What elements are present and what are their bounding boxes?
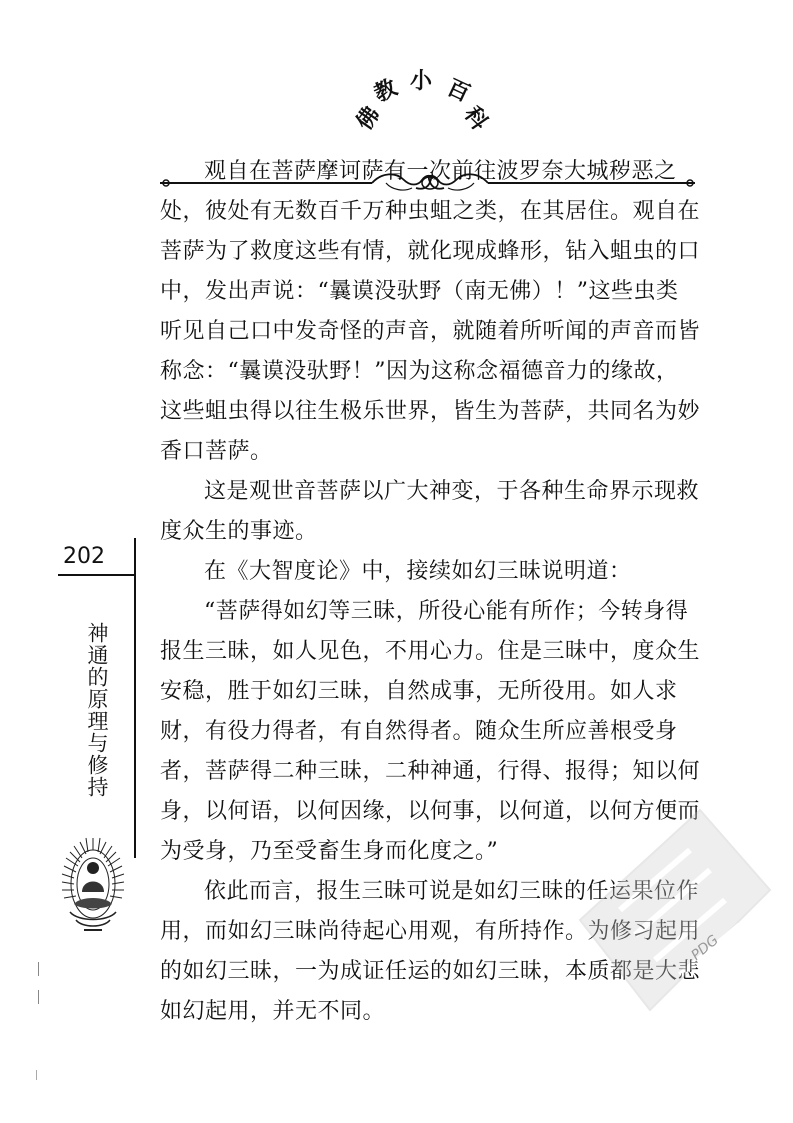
seated-buddha-icon	[58, 830, 128, 940]
margin-mark	[38, 990, 39, 1004]
series-title-char: 佛	[351, 101, 386, 135]
series-title-char: 百	[442, 74, 474, 108]
page-number: 202	[63, 544, 105, 569]
body-paragraph: 在《大智度论》中，接续如幻三昧说明道：	[204, 559, 632, 584]
series-title-char: 科	[458, 101, 493, 135]
body-paragraph: 这是观世音菩萨以广大神变，于各种生命界示现救度众生的事迹。	[160, 479, 700, 544]
margin-mark	[38, 962, 39, 976]
series-title	[160, 60, 700, 135]
body-paragraph: 观自在菩萨摩诃萨有一次前往波罗奈大城秽恶之处，彼处有无数百千万种虫蛆之类，在其居住。观自在菩萨为了救度这些有情，就化现成蜂形，钻入蛆虫的口中，发出声说：“曩谟没驮野（南无佛）！”这些虫类听见自己口中发奇怪的声音，就随着所听闻的声音而皆称念：“曩谟没驮野！”因为这称念福德音力的缘故，这些蛆虫得以往生极乐世界，皆生为菩萨，共同名为妙香口菩萨。	[160, 159, 701, 464]
library-stamp-watermark	[560, 800, 780, 1030]
series-title-char: 教	[370, 74, 402, 108]
page-number-rule	[58, 574, 135, 576]
series-title-char: 小	[410, 68, 433, 94]
watermark-label: PDG	[688, 932, 722, 964]
running-section-title: 神通的原理与修持	[85, 622, 109, 798]
margin-divider	[134, 538, 136, 858]
margin-mark	[36, 1070, 37, 1080]
page-header	[160, 60, 700, 150]
body-paragraph: 依此而言，报生三昧可说是如幻三昧的任运果位作用，而如幻三昧尚待起心用观，有所持作。为修习起用的如幻三昧，一为成证任运的如幻三昧，本质都是大悲如幻起用，并无不同。	[160, 879, 701, 1024]
quoted-paragraph: “菩萨得如幻等三昧，所役心能有所作；今转身得报生三昧，如人见色，不用心力。住是三昧中，度众生安稳，胜于如幻三昧，自然成事，无所役用。如人求财，有役力得者，有自然得者。随众生所应善根受身者，菩萨得二种三昧，二种神通，行得、报得；知以何身，以何语，以何因缘，以何事，以何道，以何方便而为受身，乃至受畜生身而化度之。”	[160, 599, 701, 864]
